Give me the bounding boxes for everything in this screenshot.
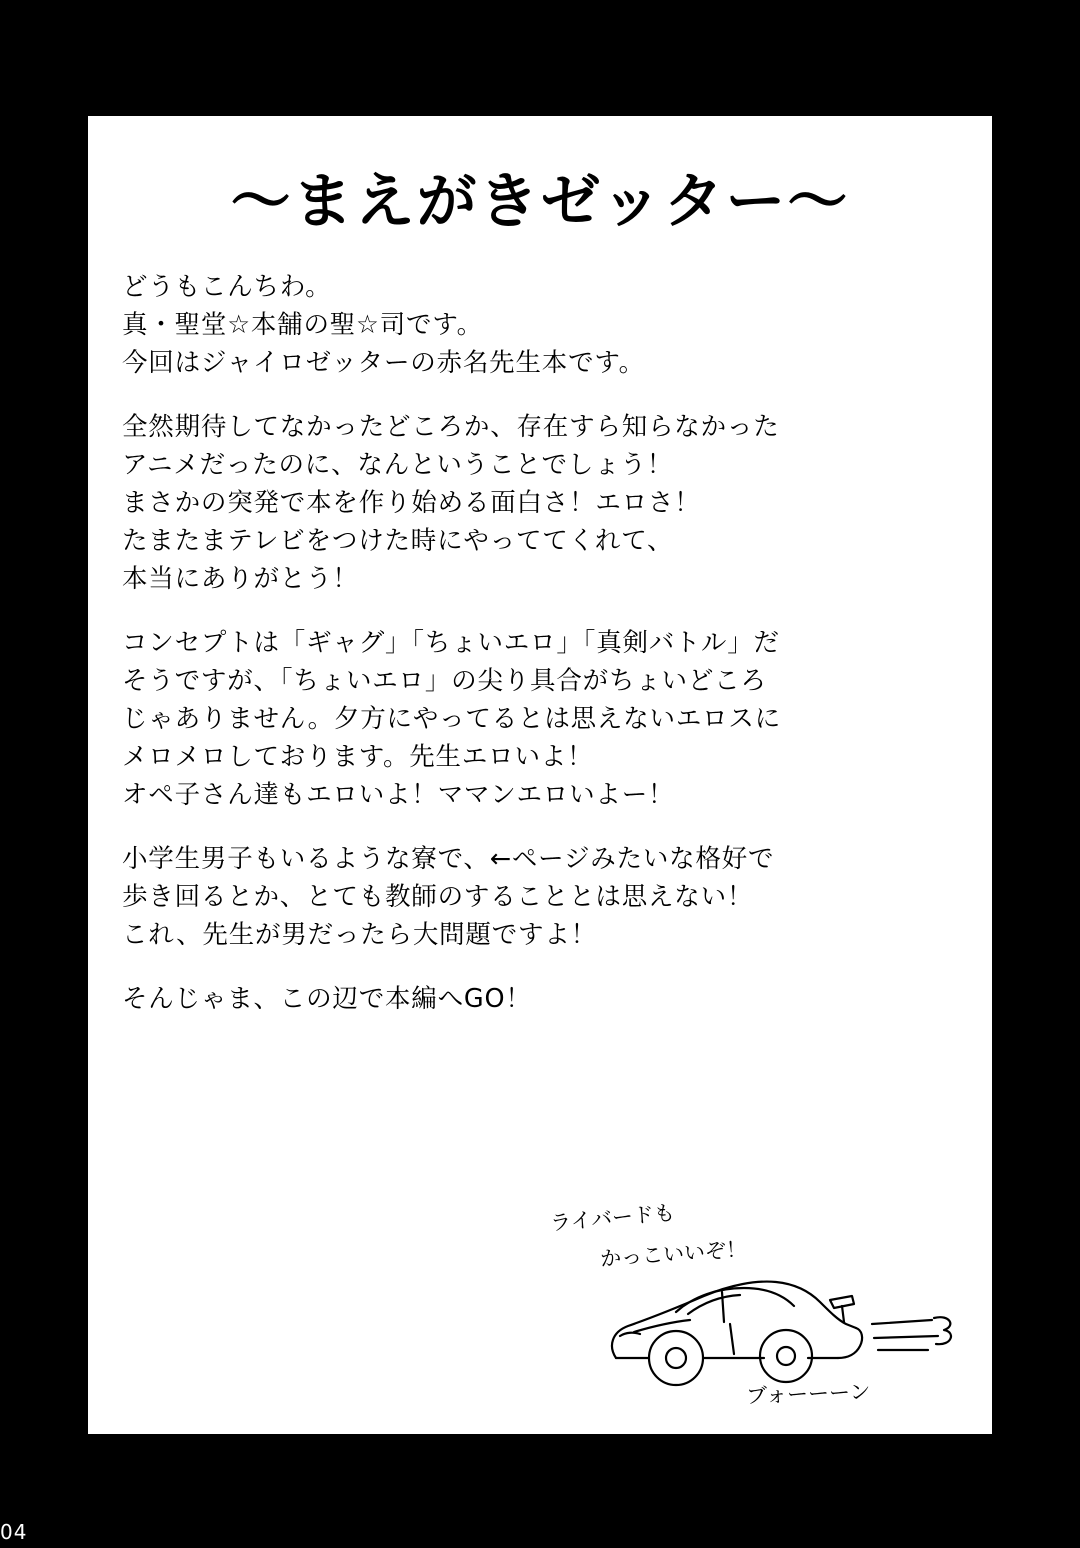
text-line: コンセプトは「ギャグ」「ちょいエロ」「真剣バトル」だ (122, 628, 780, 658)
page-title: 〜まえがきゼッター〜 (230, 167, 850, 237)
text-line: 全然期待してなかったどころか、存在すら知らなかった (122, 412, 780, 442)
page-number: 04 (0, 1520, 28, 1544)
text-line: じゃありません。夕方にやってるとは思えないエロスに (122, 704, 782, 734)
text-line: 今回はジャイロゼッターの赤名先生本です。 (122, 348, 645, 378)
text-line: これ、先生が男だったら大問題ですよ！ (122, 920, 597, 950)
text-line: どうもこんちわ。 (122, 272, 332, 302)
text-line: そうですが、「ちょいエロ」の尖り具合がちょいどころ (122, 666, 767, 696)
paragraph-closing (122, 980, 972, 1018)
doodle-note-livebird: ライバードも (549, 1200, 676, 1236)
text-line: メロメロしております。先生エロいよ！ (122, 742, 594, 772)
text-line: たまたまテレビをつけた時にやっててくれて、 (122, 526, 674, 556)
paragraph-dorm (122, 840, 972, 954)
text-line: まさかの突発で本を作り始める面白さ！エロさ！ (122, 488, 701, 518)
text-line: 真・聖堂☆本舗の聖☆司です。 (122, 310, 483, 340)
text-line: 本当にありがとう！ (122, 564, 359, 594)
car-doodle (508, 1196, 968, 1416)
text-line: 歩き回るとか、とても教師のすることとは思えない！ (122, 882, 754, 912)
afterword-body (122, 268, 972, 1018)
text-line: アニメだったのに、なんということでしょう！ (122, 450, 674, 480)
text-line: そんじゃま、この辺で本編へGO！ (122, 984, 532, 1014)
doodle-note-engine-sound: ブォーーーン (745, 1379, 871, 1409)
doodle-note-cool: かっこいいぞ！ (599, 1236, 748, 1272)
text-line: オペ子さん達もエロいよ！ママンエロいよー！ (122, 780, 675, 810)
paragraph-impressions (122, 408, 972, 598)
paragraph-concept (122, 624, 972, 814)
paragraph-greeting (122, 268, 972, 382)
text-line: 小学生男子もいるような寮で、←ページみたいな格好で (122, 844, 775, 874)
page-sheet (88, 116, 992, 1434)
